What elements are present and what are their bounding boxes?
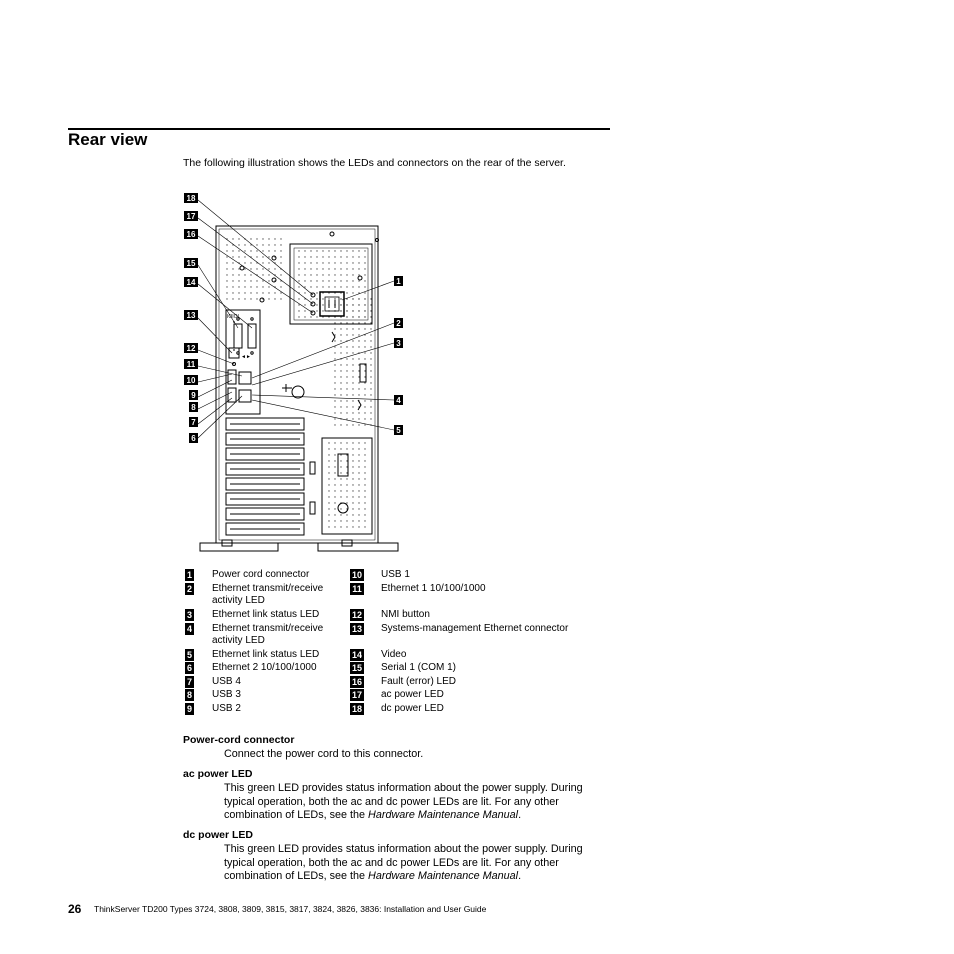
expansion-slots — [226, 418, 304, 535]
legend-item — [350, 649, 590, 661]
legend-item — [350, 623, 590, 635]
svg-text:12: 12 — [186, 344, 196, 353]
legend-item — [185, 662, 345, 674]
legend-number: 16 — [351, 677, 362, 687]
svg-text:13: 13 — [186, 311, 196, 320]
desc-power-cord-connector: Connect the power cord to this connector. — [224, 748, 424, 760]
legend-label: ac power LED — [381, 689, 444, 700]
legend-label: Serial 1 (COM 1) — [381, 662, 457, 673]
legend-item — [185, 623, 345, 647]
legend-item — [185, 583, 345, 607]
legend-item — [350, 689, 590, 701]
legend-label: USB 4 — [212, 676, 241, 687]
legend-item — [350, 662, 590, 674]
legend-number: 7 — [186, 677, 192, 687]
callout-6 — [189, 433, 198, 443]
foot-right — [318, 543, 398, 551]
foot-left — [200, 543, 278, 551]
legend-item — [350, 676, 590, 688]
legend-item — [185, 676, 345, 688]
legend-item — [350, 569, 590, 581]
legend-item — [350, 583, 590, 595]
term-ac-power-led: ac power LED — [183, 768, 253, 780]
callout-2 — [394, 318, 403, 328]
callout-16 — [184, 229, 198, 239]
legend-label: Ethernet 1 10/100/1000 — [381, 583, 486, 594]
svg-text:8: 8 — [191, 403, 196, 412]
callout-15 — [184, 258, 198, 268]
legend-item — [185, 649, 345, 661]
legend-number: 18 — [351, 704, 362, 714]
legend-label: Ethernet link status LED — [212, 649, 320, 660]
legend-number: 12 — [351, 610, 362, 620]
svg-text:16: 16 — [186, 230, 196, 239]
svg-text:10: 10 — [186, 376, 196, 385]
legend-item — [185, 689, 345, 701]
callout-18 — [184, 193, 198, 203]
serial-label: IOIOI — [227, 314, 239, 320]
legend-label: NMI button — [381, 609, 430, 620]
svg-text:3: 3 — [396, 339, 401, 348]
callout-11 — [184, 359, 198, 369]
serial-port — [233, 322, 242, 350]
svg-text:15: 15 — [186, 259, 196, 268]
mgmt-label: ◄► — [241, 354, 251, 360]
callout-12 — [184, 343, 198, 353]
legend-label: Ethernet 2 10/100/1000 — [212, 662, 317, 673]
svg-text:17: 17 — [186, 212, 196, 221]
footer-text: ThinkServer TD200 Types 3724, 3808, 3809, 3815, 3817, 3824, 3826, 3836: Installation and User Guide — [94, 904, 487, 914]
header-rule — [68, 128, 610, 130]
legend-number: 6 — [186, 663, 192, 673]
legend-number: 14 — [351, 650, 362, 660]
legend-label: USB 2 — [212, 703, 241, 714]
legend-number: 3 — [186, 610, 192, 620]
svg-text:14: 14 — [186, 278, 196, 287]
callout-1 — [394, 276, 403, 286]
svg-text:7: 7 — [191, 418, 196, 427]
svg-text:18: 18 — [186, 194, 196, 203]
legend-item — [185, 569, 345, 581]
intro-text: The following illustration shows the LEDs and connectors on the rear of the server. — [183, 157, 566, 169]
legend-label: USB 3 — [212, 689, 241, 700]
page-number: 26 — [68, 902, 82, 916]
legend-item — [185, 609, 345, 621]
video-port — [248, 324, 256, 348]
legend-item — [350, 609, 590, 621]
legend-number: 8 — [186, 690, 192, 700]
callout-3 — [394, 338, 403, 348]
legend-number: 5 — [186, 650, 192, 660]
svg-text:9: 9 — [191, 391, 196, 400]
desc-dc-power-led: This green LED provides status information about the power supply. During typical operation, both the ac and dc power LEDs are lit. For any other combination of LEDs, see the Hardware Maintenance Manual. — [224, 843, 583, 882]
legend-number: 1 — [186, 570, 192, 580]
legend-item — [185, 703, 345, 715]
manual-reference: Hardware Maintenance Manual — [368, 870, 519, 882]
callout-13 — [184, 310, 198, 320]
legend-number: 9 — [186, 704, 192, 714]
svg-text:6: 6 — [191, 434, 196, 443]
legend-label: Systems-management Ethernet connector — [381, 623, 569, 634]
legend-label: Fault (error) LED — [381, 676, 457, 687]
legend-label: dc power LED — [381, 703, 444, 714]
desc-ac-power-led: This green LED provides status information about the power supply. During typical operation, both the ac and dc power LEDs are lit. For any other combination of LEDs, see the Hardware Maintenance Manual. — [224, 782, 583, 821]
legend-label: Video — [381, 649, 407, 660]
section-title: Rear view — [68, 130, 148, 149]
callout-8 — [189, 402, 198, 412]
ethernet-2-port — [239, 390, 251, 402]
legend-number: 10 — [351, 570, 362, 580]
legend-number: 2 — [186, 584, 192, 594]
legend-number: 17 — [351, 690, 362, 700]
legend-label: Ethernet transmit/receive activity LED — [212, 623, 324, 646]
svg-text:11: 11 — [186, 360, 196, 369]
legend-number: 13 — [351, 624, 362, 634]
server-rear-illustration — [182, 188, 407, 558]
svg-text:1: 1 — [396, 277, 401, 286]
callout-10 — [184, 375, 198, 385]
legend-label: USB 1 — [381, 569, 410, 580]
callout-5 — [394, 425, 403, 435]
legend-number: 15 — [351, 663, 362, 673]
ethernet-1-port — [239, 372, 251, 384]
legend-label: Power cord connector — [212, 569, 310, 580]
term-dc-power-led: dc power LED — [183, 829, 254, 841]
callout-7 — [189, 417, 198, 427]
callout-4 — [394, 395, 403, 405]
legend-label: Ethernet transmit/receive activity LED — [212, 583, 324, 606]
manual-reference: Hardware Maintenance Manual — [368, 809, 519, 821]
callout-9 — [189, 390, 198, 400]
legend-label: Ethernet link status LED — [212, 609, 320, 620]
legend-number: 11 — [350, 583, 364, 595]
term-power-cord-connector: Power-cord connector — [183, 734, 295, 746]
legend-number: 4 — [186, 624, 192, 634]
usb-1-2 — [228, 370, 236, 384]
svg-text:5: 5 — [396, 426, 401, 435]
svg-text:4: 4 — [396, 396, 401, 405]
legend-item — [350, 703, 590, 715]
svg-text:2: 2 — [396, 319, 401, 328]
callout-17 — [184, 211, 198, 221]
callout-14 — [184, 277, 198, 287]
